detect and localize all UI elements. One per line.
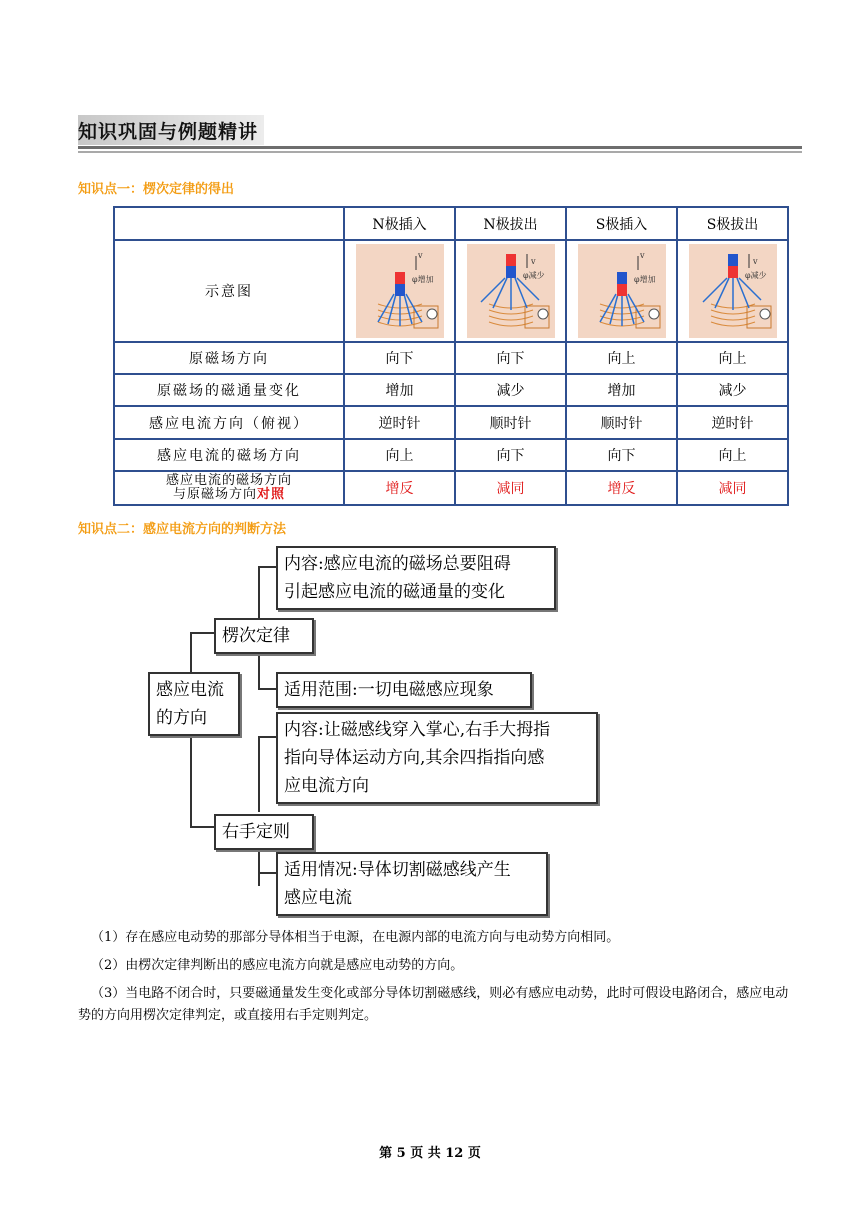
table-cell: 逆时针	[677, 406, 788, 439]
rh-content-line: 内容:让磁感线穿入掌心,右手大拇指	[284, 720, 551, 740]
table-cell: 增反	[344, 471, 455, 505]
svg-text:v: v	[417, 251, 423, 260]
table-cell: 向下	[455, 342, 566, 374]
row-label: 感应电流的磁场方向	[114, 439, 344, 471]
header-divider	[78, 146, 802, 149]
col-header: N极插入	[344, 207, 455, 240]
row-label: 原磁场的磁通量变化	[114, 374, 344, 406]
row-label: 感应电流方向（俯视）	[114, 406, 344, 439]
row-label-line	[115, 488, 343, 502]
lenz-table	[113, 206, 789, 506]
page-title: 知识巩固与例题精讲	[78, 121, 259, 143]
connector-line	[258, 736, 260, 812]
right-hand-rule-box: 右手定则	[214, 814, 314, 850]
table-cell: 向下	[344, 342, 455, 374]
table-cell: 增反	[566, 471, 677, 505]
magnet-diagram-image	[356, 244, 444, 338]
root-line: 的方向	[156, 708, 207, 728]
table-cell: 减同	[677, 471, 788, 505]
lenz-content-line: 内容:感应电流的磁场总要阻碍	[284, 554, 511, 574]
row-label: 示意图	[114, 240, 344, 342]
note-2: （2）由楞次定律判断出的感应电流方向就是感应电动势的方向。	[91, 958, 464, 973]
table-cell: 减少	[677, 374, 788, 406]
diagram-cell	[455, 240, 566, 342]
svg-text:v: v	[752, 257, 758, 266]
rh-scope-line: 适用情况:导体切割磁感线产生	[284, 860, 511, 880]
row-label-line: 感应电流的磁场方向	[165, 473, 292, 488]
connector-line	[258, 566, 276, 568]
table-cell: 逆时针	[344, 406, 455, 439]
lenz-content-line: 引起感应电流的磁通量的变化	[284, 582, 505, 602]
table-cell: 向下	[566, 439, 677, 471]
rh-scope-line: 感应电流	[284, 888, 352, 908]
note-3: （3）当电路不闭合时，只要磁通量发生变化或部分导体切割磁感线，则必有感应电动势，此时可假设电路闭合，感应电动势的方向用楞次定律判定，或直接用右手定则判定。	[78, 986, 789, 1023]
connector-line	[190, 632, 216, 634]
rh-content-line: 指向导体运动方向,其余四指指向感	[284, 748, 545, 768]
svg-text:φ减少: φ减少	[522, 271, 545, 280]
section2-title: 知识点二：感应电流方向的判断方法	[78, 522, 287, 537]
svg-text:φ增加: φ增加	[411, 275, 434, 284]
rh-content-line: 应电流方向	[284, 776, 369, 796]
table-cell: 向上	[566, 342, 677, 374]
page-number: 第 5 页 共 12 页	[379, 1146, 481, 1161]
note-1: （1）存在感应电动势的那部分导体相当于电源，在电源内部的电流方向与电动势方向相同。	[91, 930, 620, 945]
right-hand-content-box	[276, 712, 598, 804]
row-label-text: 与原磁场方向	[172, 487, 257, 502]
header-divider-thin	[78, 151, 802, 153]
root-box	[148, 672, 240, 736]
section1-title: 知识点一：楞次定律的得出	[78, 182, 235, 197]
svg-text:φ增加: φ增加	[633, 275, 656, 284]
col-header: N极拔出	[455, 207, 566, 240]
magnet-diagram-image	[689, 244, 777, 338]
lenz-scope-box: 适用范围:一切电磁感应现象	[276, 672, 532, 708]
table-cell: 向下	[455, 439, 566, 471]
connector-line	[258, 736, 276, 738]
connector-line	[258, 846, 260, 886]
right-hand-scope-box	[276, 852, 548, 916]
connector-line	[258, 566, 260, 618]
magnet-diagram-image	[467, 244, 555, 338]
magnet-diagram-image	[578, 244, 666, 338]
diagram-cell	[344, 240, 455, 342]
svg-text:v: v	[530, 257, 536, 266]
col-header: S极拔出	[677, 207, 788, 240]
lenz-content-box	[276, 546, 556, 610]
table-cell: 向上	[677, 439, 788, 471]
table-cell: 减少	[455, 374, 566, 406]
diagram-cell	[566, 240, 677, 342]
table-corner	[114, 207, 344, 240]
diagram-cell	[677, 240, 788, 342]
table-cell: 向上	[344, 439, 455, 471]
connector-line	[258, 650, 260, 688]
connector-line	[190, 826, 216, 828]
row-label: 原磁场方向	[114, 342, 344, 374]
table-cell: 增加	[566, 374, 677, 406]
root-line: 感应电流	[156, 680, 224, 700]
svg-text:v: v	[639, 251, 645, 260]
table-cell: 顺时针	[455, 406, 566, 439]
connector-line	[258, 688, 276, 690]
table-cell: 向上	[677, 342, 788, 374]
row-label-compare	[114, 471, 344, 505]
svg-text:φ减少: φ减少	[744, 271, 767, 280]
table-cell: 增加	[344, 374, 455, 406]
table-cell: 减同	[455, 471, 566, 505]
connector-line	[258, 872, 276, 874]
lenz-law-box: 楞次定律	[214, 618, 314, 654]
col-header: S极插入	[566, 207, 677, 240]
row-label-highlight: 对照	[257, 487, 286, 502]
table-cell: 顺时针	[566, 406, 677, 439]
